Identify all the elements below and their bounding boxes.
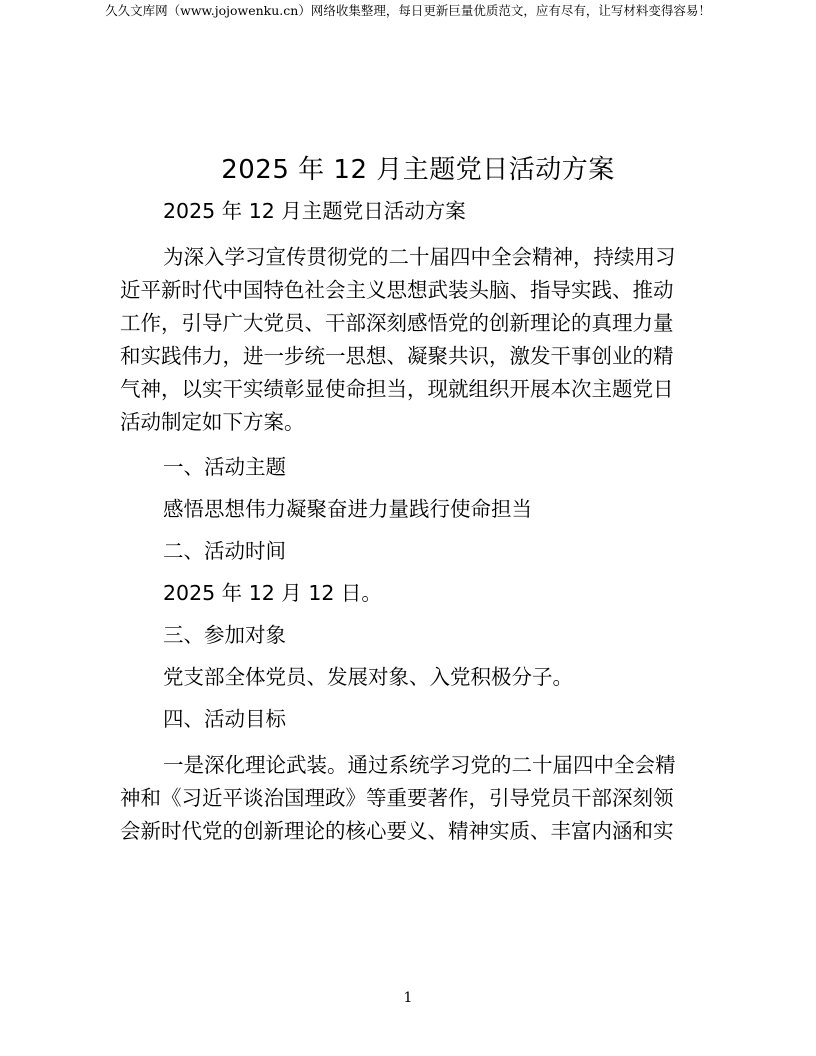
section-heading-participants: 三、参加对象: [163, 623, 286, 647]
header-note: 久久文库网（www.jojowenku.cn）网络收集整理，每日更新巨量优质范文，应有尽有，让写材料变得容易！: [105, 3, 711, 18]
paragraph-line: 会新时代党的创新理论的核心要义、精神实质、丰富内涵和实: [120, 819, 674, 843]
paragraph-line: 气神，以实干实绩彰显使命担当，现就组织开展本次主题党日: [120, 377, 674, 401]
paragraph-line: 和实践伟力，进一步统一思想、凝聚共识，激发干事创业的精: [120, 344, 674, 368]
subtitle: 2025 年 12 月主题党日活动方案: [163, 199, 466, 223]
section-heading-goals: 四、活动目标: [163, 707, 286, 731]
paragraph-line: 近平新时代中国特色社会主义思想武装头脑、指导实践、推动: [120, 278, 674, 302]
page-number: 1: [403, 990, 413, 1006]
intro-paragraph: [120, 241, 700, 439]
paragraph-line: 工作，引导广大党员、干部深刻感悟党的创新理论的真理力量: [120, 311, 674, 335]
document-title: 2025 年 12 月主题党日活动方案: [221, 155, 615, 185]
paragraph-line: 神和《习近平谈治国理政》等重要著作，引导党员干部深刻领: [120, 786, 674, 810]
goal-paragraph: [120, 749, 700, 848]
paragraph-line: 为深入学习宣传贯彻党的二十届四中全会精神，持续用习: [163, 245, 676, 269]
section-content-time: 2025 年 12 月 12 日。: [163, 581, 382, 605]
paragraph-line: 一是深化理论武装。通过系统学习党的二十届四中全会精: [163, 753, 676, 777]
section-heading-theme: 一、活动主题: [163, 455, 286, 479]
section-content-theme: 感悟思想伟力凝聚奋进力量践行使命担当: [163, 497, 532, 521]
paragraph-line: 活动制定如下方案。: [120, 410, 305, 434]
section-heading-time: 二、活动时间: [163, 539, 286, 563]
document-body: [120, 195, 700, 848]
section-content-participants: 党支部全体党员、发展对象、入党积极分子。: [163, 665, 573, 689]
